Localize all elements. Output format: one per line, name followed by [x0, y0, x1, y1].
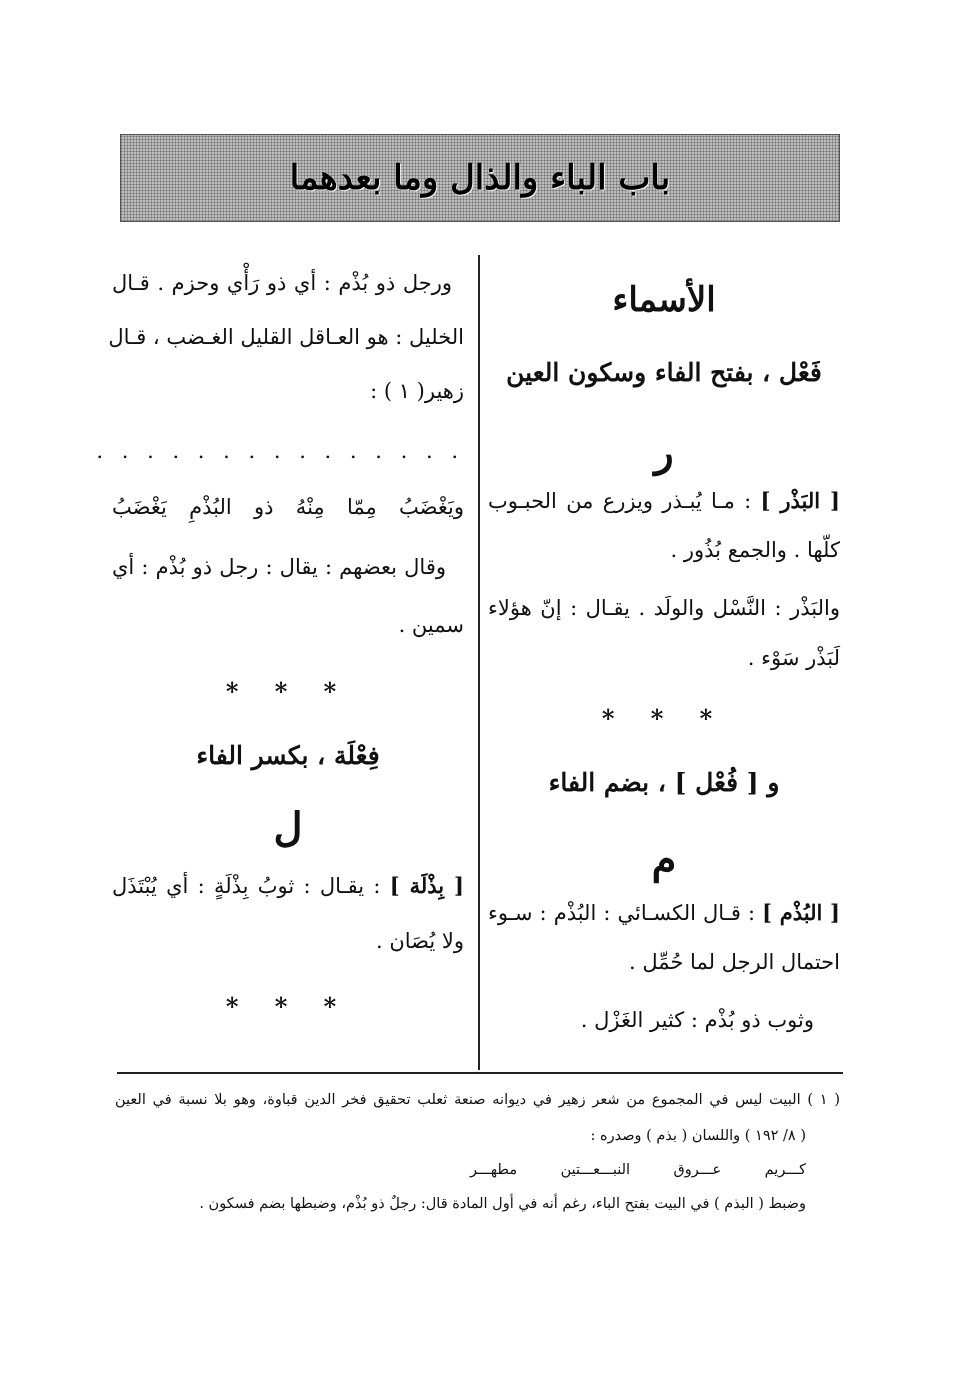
- entry-bidhla-line2: ولا يُصَان .: [375, 929, 464, 953]
- text-line: الخليل : هو العـاقل القليل الغـضب ، قـال: [108, 325, 464, 349]
- entry-badhr2-line2: لَبَذْر سَوْء .: [747, 646, 840, 670]
- footnote-rule: [117, 1072, 843, 1074]
- text-line: سمين .: [398, 613, 464, 637]
- verse-ellipsis: . . . . . . . . . . . . . . .: [96, 439, 464, 463]
- chapter-title: باب الباء والذال وما بعدهما: [289, 158, 671, 198]
- footnote-verse: كـــريم عـــروق النبـــعـــتين مطهـــر: [470, 1162, 806, 1178]
- text-line: ورجل ذو بُذْم : أي ذو رَأْي وحزم . قـال: [112, 271, 452, 295]
- entry-budhm-line3: وثوب ذو بُذْم : كثير الغَزْل .: [580, 1008, 814, 1032]
- footnote-line: ( ٨/ ١٩٢ ) واللسان ( بذم ) وصدره :: [590, 1128, 806, 1144]
- text-line: وقال بعضهم : يقال : رجل ذو بُذْم : أي: [112, 555, 446, 579]
- verse-line: ويَغْضَبُ مِمّا مِنْهُ ذو البُذْمِ يَغْضَبُ: [112, 495, 464, 519]
- footnote-line: وضبط ( البذم ) في البيت بفتح الباء، رغم أنه في أول المادة قال: رجلٌ ذو بُذْم، وضبطها بضم فسكون .: [199, 1196, 806, 1212]
- pattern-heading-fila: فِعْلَة ، بكسر الفاء: [196, 741, 380, 770]
- entry-badhr-line2: كلّها . والجمع بُذُور .: [670, 538, 840, 562]
- entry-badhr-line1: [ البَذْر ] : مـا يُبـذر ويزرع من الحبـوب: [488, 488, 840, 513]
- separator-stars: * * *: [225, 677, 351, 706]
- pattern-heading-fal: فَعْل ، بفتح الفاء وسكون العين: [506, 358, 822, 387]
- pattern-heading-ful: و [ فُعْل ] ، بضم الفاء: [548, 768, 780, 797]
- entry-keyword-budhm: [ البُذْم ]: [762, 900, 840, 925]
- entry-keyword-bidhla: [ بِذْلَة ]: [389, 873, 464, 898]
- footnote-line: ( ١ ) البيت ليس في المجموع من شعر زهير في ديوانه صنعة ثعلب تحقيق فخر الدين قباوة، وهو بلا نسبة في العين: [115, 1092, 840, 1108]
- root-letter-mim: م: [651, 836, 677, 883]
- separator-stars: * * *: [225, 992, 351, 1021]
- right-column: [488, 255, 840, 1070]
- entry-budhm-line2: احتمال الرجل لما حُمِّل .: [629, 950, 840, 974]
- root-letter-lam: ل: [273, 804, 303, 851]
- entry-keyword-badhr: [ البَذْر ]: [760, 488, 840, 513]
- separator-stars: * * *: [601, 704, 727, 733]
- root-letter-ra: ر: [654, 429, 674, 476]
- chapter-banner: [120, 134, 840, 222]
- section-heading-asma: الأسماء: [612, 280, 716, 320]
- entry-bidhla-line1: [ بِذْلَة ] : يقـال : ثوبُ بِذْلَةٍ : أي يُبْتَذَل: [112, 873, 464, 898]
- entry-badhr2-line1: والبَذْر : النَّسْل والولَد . يقـال : إنّ هؤلاء: [488, 596, 840, 620]
- entry-budhm-line1: [ البُذْم ] : قـال الكسـائي : البُذْم : سـوء: [488, 900, 840, 925]
- text-line: زهير( ١ ) :: [370, 379, 464, 403]
- column-divider: [478, 255, 480, 1070]
- left-column: [96, 255, 464, 1070]
